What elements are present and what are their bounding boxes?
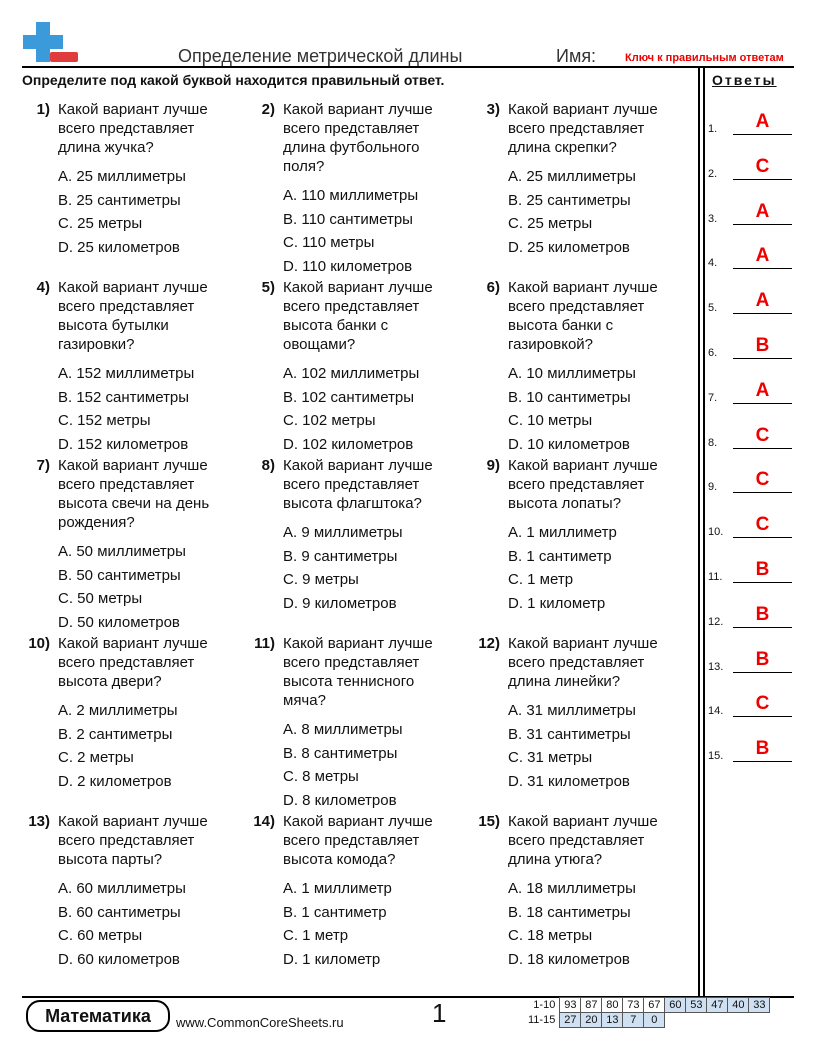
score-cell: 13 xyxy=(602,1013,623,1028)
answer-letter: A xyxy=(755,245,770,267)
score-cell: 7 xyxy=(623,1013,644,1028)
answer-letter: A xyxy=(755,111,770,132)
answer-letter: B xyxy=(755,603,770,625)
answer-option: A. 1 миллиметр xyxy=(283,880,392,897)
answer-option: D. 31 километров xyxy=(508,772,630,790)
answer-option: B. 25 сантиметры xyxy=(508,191,631,209)
answer-letter: B xyxy=(755,738,770,760)
question-number: 6) xyxy=(486,279,500,296)
answer-letter: A xyxy=(755,379,770,401)
answer-letter: B xyxy=(755,648,770,670)
answer-row-14 xyxy=(708,693,794,717)
answer-option: C. 110 метры xyxy=(283,234,375,251)
question-8 xyxy=(247,456,457,615)
answer-option: C. 1 метр xyxy=(508,571,574,588)
answers-divider-left xyxy=(698,66,700,998)
question-text: Какой вариант лучше всего представляет длина скрепки? xyxy=(508,101,658,156)
answer-line xyxy=(733,672,792,673)
question-10 xyxy=(22,634,232,793)
answer-number: 13. xyxy=(708,660,724,673)
answer-number: 14. xyxy=(708,705,724,718)
answer-option: C. 50 метры xyxy=(58,590,143,607)
answer-line xyxy=(733,448,792,449)
answer-option: B. 2 сантиметры xyxy=(58,725,173,743)
answer-options xyxy=(58,362,232,456)
answer-options xyxy=(283,184,457,278)
answer-options xyxy=(283,877,457,971)
question-number: 15) xyxy=(478,813,500,830)
question-text: Какой вариант лучше всего представляет длина футбольного поля? xyxy=(283,101,433,175)
answer-line xyxy=(733,537,792,538)
question-text: Какой вариант лучше всего представляет высота комода? xyxy=(283,813,433,868)
score-cell: 93 xyxy=(560,998,581,1013)
answer-option: B. 110 сантиметры xyxy=(283,210,413,228)
question-number: 9) xyxy=(486,457,500,474)
score-cell: 87 xyxy=(581,998,602,1013)
answer-number: 1. xyxy=(708,123,718,135)
score-cell: 40 xyxy=(728,998,749,1013)
question-7 xyxy=(22,456,232,634)
answer-line xyxy=(733,582,792,583)
question-text: Какой вариант лучше всего представляет высота парты? xyxy=(58,813,208,868)
answer-options xyxy=(58,699,232,793)
answer-option: D. 9 километров xyxy=(283,594,397,612)
question-text: Какой вариант лучше всего представляет высота бутылки газировки? xyxy=(58,279,208,353)
answer-option: B. 50 сантиметры xyxy=(58,566,181,584)
question-5 xyxy=(247,278,457,456)
answers-title: Ответы xyxy=(712,72,777,88)
question-text: Какой вариант лучше всего представляет высота банки с газировкой? xyxy=(508,279,658,353)
answer-options xyxy=(283,362,457,456)
answer-option: A. 10 миллиметры xyxy=(508,365,636,382)
site-url: www.CommonCoreSheets.ru xyxy=(176,1015,344,1030)
score-cell: 27 xyxy=(560,1013,581,1028)
score-cell: 67 xyxy=(644,998,665,1013)
answer-number: 12. xyxy=(708,615,724,628)
instructions: Определите под какой буквой находится правильный ответ. xyxy=(22,72,445,88)
answer-option: A. 110 миллиметры xyxy=(283,187,419,204)
answer-line xyxy=(733,134,792,135)
answer-option: D. 8 километров xyxy=(283,791,397,809)
answer-option: D. 1 километр xyxy=(283,950,381,968)
question-number: 2) xyxy=(261,101,275,118)
answer-options xyxy=(508,699,682,793)
answer-option: A. 1 миллиметр xyxy=(508,524,617,541)
answer-row-2 xyxy=(708,156,794,180)
answer-key-label: Ключ к правильным ответам xyxy=(625,52,784,64)
answer-options xyxy=(508,362,682,456)
question-number: 7) xyxy=(36,457,50,474)
answers-divider-right xyxy=(703,66,705,998)
answer-option: D. 152 километров xyxy=(58,435,189,453)
worksheet-title: Определение метрической длины xyxy=(178,46,463,66)
answer-line xyxy=(733,761,792,762)
question-4 xyxy=(22,278,232,456)
answer-row-13 xyxy=(708,649,794,673)
question-number: 1) xyxy=(36,101,50,118)
answer-option: B. 31 сантиметры xyxy=(508,725,631,743)
answer-option: B. 25 сантиметры xyxy=(58,191,181,209)
answer-option: A. 25 миллиметры xyxy=(58,168,186,185)
answer-option: A. 50 миллиметры xyxy=(58,543,186,560)
answer-option: B. 9 сантиметры xyxy=(283,547,398,565)
answer-letter: A xyxy=(755,290,770,312)
answer-line xyxy=(733,179,792,180)
score-row-1-10 xyxy=(526,998,770,1013)
answer-option: B. 102 сантиметры xyxy=(283,388,415,406)
answer-number: 8. xyxy=(708,436,718,449)
question-number: 3) xyxy=(486,101,500,118)
score-cell: 53 xyxy=(686,998,707,1013)
answer-option: D. 60 километров xyxy=(58,950,180,968)
answer-letter: C xyxy=(755,693,770,715)
answer-line xyxy=(733,716,792,717)
score-table xyxy=(526,997,770,1028)
answer-options xyxy=(283,718,457,812)
answer-option: C. 18 метры xyxy=(508,927,593,944)
question-2 xyxy=(247,100,457,278)
answer-row-1 xyxy=(708,111,794,135)
answer-number: 2. xyxy=(708,167,718,180)
answer-row-9 xyxy=(708,469,794,493)
answer-letter: B xyxy=(755,335,770,356)
name-label: Имя: xyxy=(556,46,597,66)
answer-row-7 xyxy=(708,380,794,404)
question-text: Какой вариант лучше всего представляет высота двери? xyxy=(58,635,208,690)
answer-letter: C xyxy=(755,424,770,446)
answer-option: A. 9 миллиметры xyxy=(283,524,403,541)
question-number: 11) xyxy=(254,635,275,652)
answer-number: 7. xyxy=(708,391,718,404)
answer-option: B. 1 сантиметр xyxy=(508,547,612,565)
answer-letter: C xyxy=(755,155,770,177)
score-cell: 80 xyxy=(602,998,623,1013)
answer-row-11 xyxy=(708,559,794,583)
answer-option: D. 110 километров xyxy=(283,257,413,275)
question-9 xyxy=(472,456,682,615)
answer-option: C. 60 метры xyxy=(58,927,143,944)
answer-option: C. 25 метры xyxy=(508,215,593,232)
answer-option: A. 8 миллиметры xyxy=(283,721,403,738)
question-12 xyxy=(472,634,682,793)
answer-row-10 xyxy=(708,514,794,538)
answer-line xyxy=(733,224,792,225)
answer-options xyxy=(58,877,232,971)
answer-options xyxy=(283,521,457,615)
question-number: 10) xyxy=(28,635,50,652)
answer-line xyxy=(733,403,792,404)
answer-options xyxy=(58,165,232,259)
question-text: Какой вариант лучше всего представляет длина линейки? xyxy=(508,635,658,690)
question-11 xyxy=(247,634,457,812)
question-text: Какой вариант лучше всего представляет высота теннисного мяча? xyxy=(283,635,433,709)
answer-line xyxy=(733,268,792,269)
answer-option: C. 2 метры xyxy=(58,749,134,766)
answer-option: C. 9 метры xyxy=(283,571,359,588)
question-6 xyxy=(472,278,682,456)
answer-option: C. 31 метры xyxy=(508,749,593,766)
answer-option: A. 2 миллиметры xyxy=(58,702,178,719)
question-text: Какой вариант лучше всего представляет высота флагштока? xyxy=(283,457,433,512)
answer-option: B. 1 сантиметр xyxy=(283,903,387,921)
answer-number: 15. xyxy=(708,750,724,763)
score-cell: 0 xyxy=(644,1013,665,1028)
question-number: 4) xyxy=(36,279,50,296)
answer-row-12 xyxy=(708,604,794,628)
score-cell: 73 xyxy=(623,998,644,1013)
score-row-label: 11-15 xyxy=(528,1014,556,1026)
question-text: Какой вариант лучше всего представляет высота свечи на день рождения? xyxy=(58,457,210,531)
answer-line xyxy=(733,313,792,314)
question-14 xyxy=(247,812,457,971)
answer-line xyxy=(733,627,792,628)
answer-option: B. 60 сантиметры xyxy=(58,903,181,921)
question-1 xyxy=(22,100,232,259)
answer-option: B. 10 сантиметры xyxy=(508,388,631,406)
answer-options xyxy=(508,521,682,615)
math-badge: Математика xyxy=(26,1000,170,1032)
answer-number: 5. xyxy=(708,302,718,315)
answer-option: C. 102 метры xyxy=(283,412,376,429)
score-row-label: 1-10 xyxy=(533,999,556,1011)
answer-row-5 xyxy=(708,290,794,314)
answer-option: A. 60 миллиметры xyxy=(58,880,186,897)
question-15 xyxy=(472,812,682,971)
answer-option: A. 31 миллиметры xyxy=(508,702,636,719)
question-number: 8) xyxy=(261,457,275,474)
question-number: 5) xyxy=(261,279,275,296)
answer-option: C. 1 метр xyxy=(283,927,349,944)
answer-row-4 xyxy=(708,245,794,269)
score-cell: 60 xyxy=(665,998,686,1013)
answer-number: 3. xyxy=(708,212,718,225)
answer-letter: A xyxy=(755,200,770,222)
answer-letter: C xyxy=(755,514,770,536)
answer-option: D. 50 километров xyxy=(58,613,180,631)
answer-number: 11. xyxy=(708,571,723,583)
answer-option: B. 8 сантиметры xyxy=(283,744,398,762)
answer-option: D. 1 километр xyxy=(508,594,606,612)
answer-letter: C xyxy=(755,469,770,491)
question-text: Какой вариант лучше всего представляет высота лопаты? xyxy=(508,457,658,512)
answer-option: A. 152 миллиметры xyxy=(58,365,195,382)
answer-number: 4. xyxy=(708,257,718,270)
answer-option: A. 18 миллиметры xyxy=(508,880,636,897)
answer-number: 9. xyxy=(708,481,718,494)
score-cell: 33 xyxy=(749,998,770,1013)
answer-option: C. 10 метры xyxy=(508,412,593,429)
answer-line xyxy=(733,358,792,359)
answer-option: D. 25 километров xyxy=(58,238,180,256)
answer-option: D. 25 километров xyxy=(508,238,630,256)
answer-option: B. 18 сантиметры xyxy=(508,903,631,921)
answer-option: D. 10 километров xyxy=(508,435,630,453)
answer-option: A. 25 миллиметры xyxy=(508,168,636,185)
answer-option: D. 18 километров xyxy=(508,950,630,968)
answer-options xyxy=(508,165,682,259)
score-row-11-15 xyxy=(526,1013,770,1028)
answer-option: C. 8 метры xyxy=(283,768,359,785)
question-number: 14) xyxy=(253,813,275,830)
answer-option: D. 2 километров xyxy=(58,772,172,790)
question-text: Какой вариант лучше всего представляет длина утюга? xyxy=(508,813,658,868)
question-13 xyxy=(22,812,232,971)
answer-number: 6. xyxy=(708,347,718,359)
answer-letter: B xyxy=(755,559,770,580)
question-text: Какой вариант лучше всего представляет высота банки с овощами? xyxy=(283,279,433,353)
question-3 xyxy=(472,100,682,259)
answer-number: 10. xyxy=(708,526,724,539)
answer-option: D. 102 километров xyxy=(283,435,414,453)
plus-minus-logo-icon xyxy=(22,20,80,70)
answer-line xyxy=(733,492,792,493)
answer-option: A. 102 миллиметры xyxy=(283,365,420,382)
answer-options xyxy=(58,540,232,634)
question-number: 13) xyxy=(28,813,50,830)
score-cell: 47 xyxy=(707,998,728,1013)
score-cell: 20 xyxy=(581,1013,602,1028)
answer-option: C. 25 метры xyxy=(58,215,143,232)
answer-row-3 xyxy=(708,201,794,225)
answer-row-6 xyxy=(708,335,794,359)
question-text: Какой вариант лучше всего представляет длина жучка? xyxy=(58,101,208,156)
answer-option: C. 152 метры xyxy=(58,412,151,429)
page-number: 1 xyxy=(432,998,447,1028)
answer-options xyxy=(508,877,682,971)
answer-row-8 xyxy=(708,425,794,449)
header-divider xyxy=(22,66,794,68)
answer-option: B. 152 сантиметры xyxy=(58,388,190,406)
answer-row-15 xyxy=(708,738,794,762)
question-number: 12) xyxy=(478,635,500,652)
